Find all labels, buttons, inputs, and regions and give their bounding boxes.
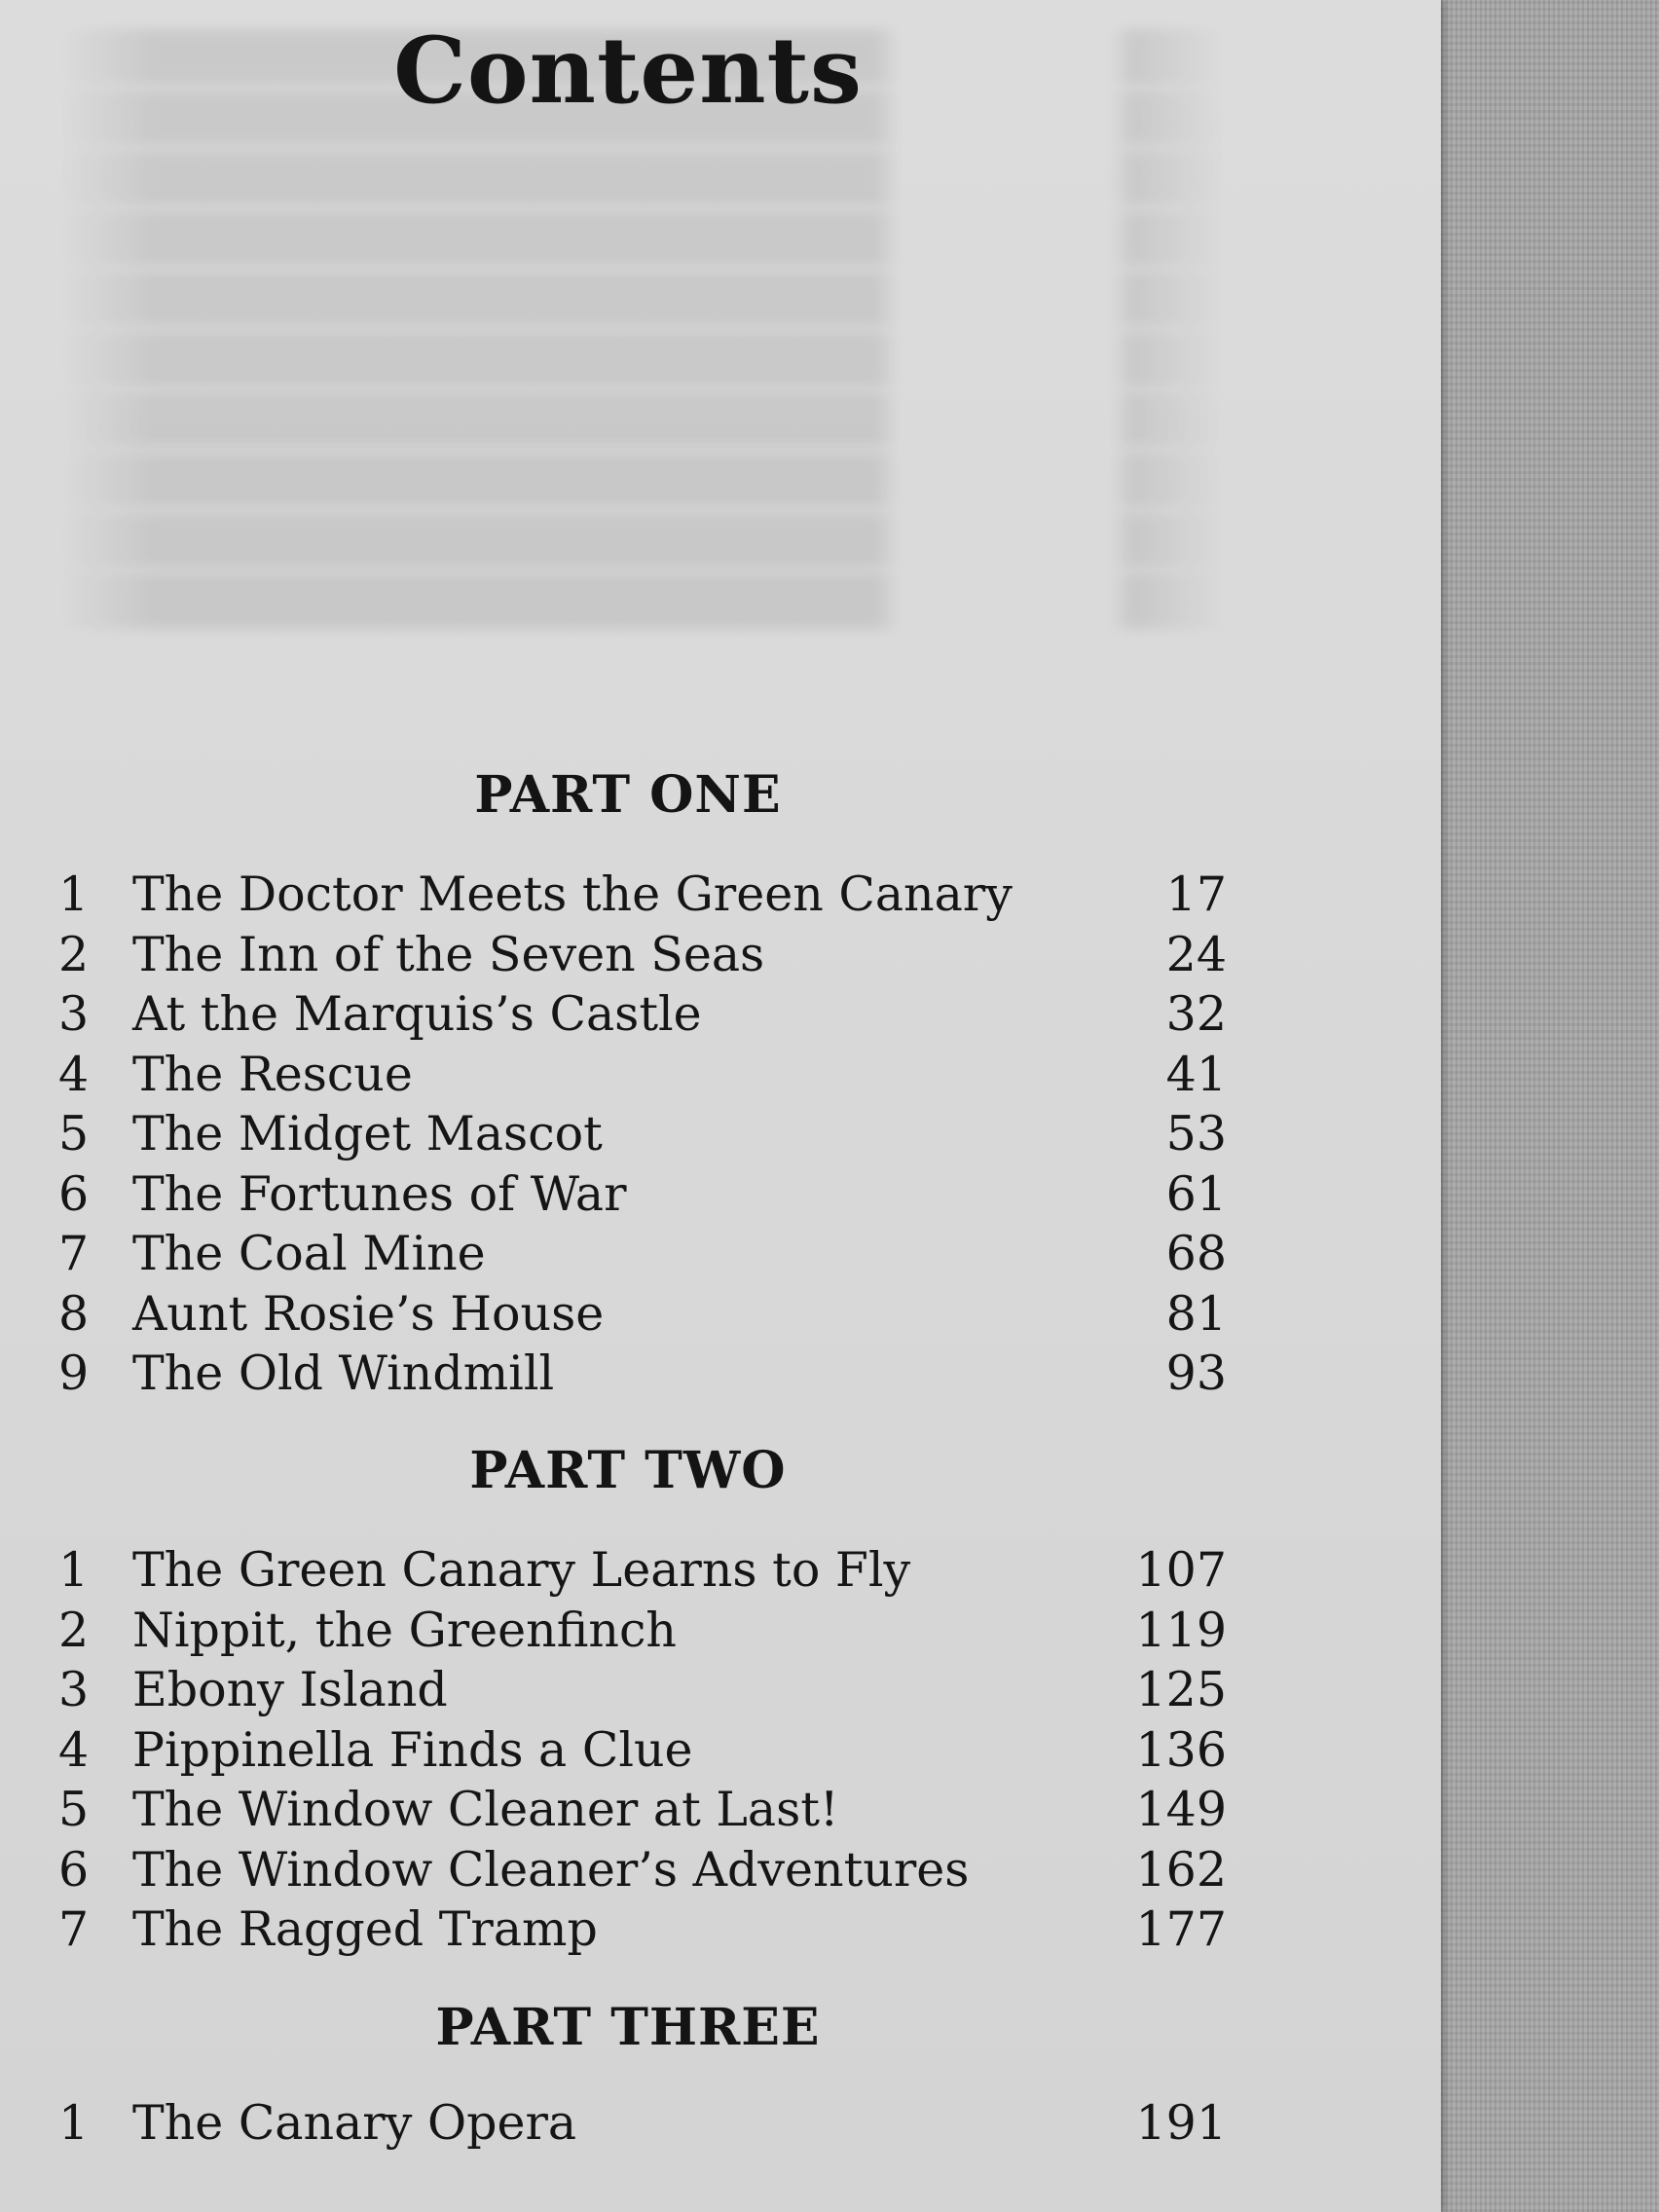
toc-entry[interactable] bbox=[58, 1782, 1227, 1842]
chapter-page: 41 bbox=[1165, 1046, 1227, 1102]
chapter-page: 125 bbox=[1135, 1662, 1227, 1717]
part-one-list bbox=[58, 866, 1227, 1406]
toc-entry[interactable] bbox=[58, 1603, 1227, 1663]
toc-entry[interactable] bbox=[58, 927, 1227, 987]
page-title: Contents bbox=[393, 18, 863, 125]
toc-entry[interactable] bbox=[58, 1166, 1227, 1227]
chapter-title: The Old Windmill bbox=[132, 1346, 555, 1401]
toc-entry[interactable] bbox=[58, 866, 1227, 927]
chapter-number: 7 bbox=[58, 1226, 90, 1281]
chapter-number: 1 bbox=[58, 866, 90, 922]
chapter-number: 4 bbox=[58, 1046, 90, 1102]
chapter-page: 177 bbox=[1135, 1901, 1227, 1957]
chapter-page: 53 bbox=[1165, 1106, 1227, 1161]
chapter-page: 17 bbox=[1165, 866, 1227, 922]
chapter-number: 9 bbox=[58, 1346, 90, 1401]
chapter-title: The Inn of the Seven Seas bbox=[132, 926, 765, 982]
chapter-title: The Window Cleaner at Last! bbox=[132, 1782, 839, 1837]
chapter-number: 2 bbox=[58, 926, 90, 982]
chapter-title: The Coal Mine bbox=[132, 1226, 486, 1281]
chapter-title: Aunt Rosie’s House bbox=[132, 1285, 605, 1342]
chapter-title: Pippinella Finds a Clue bbox=[132, 1721, 693, 1778]
chapter-page: 119 bbox=[1135, 1602, 1227, 1658]
chapter-title: The Canary Opera bbox=[132, 2095, 577, 2151]
chapter-page: 93 bbox=[1165, 1346, 1227, 1401]
part-three-heading: PART THREE bbox=[435, 1998, 821, 2057]
chapter-title: The Fortunes of War bbox=[132, 1165, 627, 1222]
chapter-title: The Rescue bbox=[132, 1046, 413, 1102]
toc-entry[interactable] bbox=[58, 1542, 1227, 1603]
part-two-heading: PART TWO bbox=[469, 1441, 787, 1500]
toc-entry[interactable] bbox=[58, 1226, 1227, 1286]
chapter-title: Nippit, the Greenfinch bbox=[132, 1602, 677, 1658]
toc-entry[interactable] bbox=[58, 1722, 1227, 1783]
toc-entry[interactable] bbox=[58, 986, 1227, 1047]
chapter-number: 1 bbox=[58, 1542, 90, 1598]
chapter-number: 8 bbox=[58, 1285, 90, 1342]
chapter-title: The Midget Mascot bbox=[132, 1106, 603, 1161]
chapter-title: Ebony Island bbox=[132, 1662, 448, 1717]
chapter-title: The Window Cleaner’s Adventures bbox=[132, 1841, 970, 1898]
part-three-list bbox=[58, 2095, 1227, 2156]
chapter-page: 162 bbox=[1135, 1841, 1227, 1898]
toc-entry[interactable] bbox=[58, 1901, 1227, 1962]
chapter-number: 6 bbox=[58, 1841, 90, 1898]
chapter-page: 136 bbox=[1135, 1721, 1227, 1778]
chapter-number: 5 bbox=[58, 1106, 90, 1161]
chapter-number: 4 bbox=[58, 1721, 90, 1778]
chapter-number: 7 bbox=[58, 1901, 90, 1957]
background-texture bbox=[1431, 0, 1659, 2212]
toc-entry[interactable] bbox=[58, 1286, 1227, 1346]
chapter-number: 3 bbox=[58, 1662, 90, 1717]
toc-entry[interactable] bbox=[58, 1047, 1227, 1107]
chapter-page: 61 bbox=[1165, 1165, 1227, 1222]
part-two-list bbox=[58, 1542, 1227, 1962]
chapter-page: 24 bbox=[1165, 926, 1227, 982]
chapter-title: At the Marquis’s Castle bbox=[132, 986, 702, 1042]
chapter-number: 1 bbox=[58, 2095, 90, 2151]
toc-entry[interactable] bbox=[58, 1346, 1227, 1406]
toc-entry[interactable] bbox=[58, 2095, 1227, 2156]
chapter-page: 68 bbox=[1165, 1226, 1227, 1281]
chapter-number: 6 bbox=[58, 1165, 90, 1222]
chapter-page: 191 bbox=[1135, 2095, 1227, 2151]
chapter-title: The Green Canary Learns to Fly bbox=[132, 1542, 911, 1598]
chapter-page: 81 bbox=[1165, 1285, 1227, 1342]
chapter-number: 3 bbox=[58, 986, 90, 1042]
chapter-page: 107 bbox=[1135, 1542, 1227, 1598]
toc-entry[interactable] bbox=[58, 1106, 1227, 1166]
chapter-page: 32 bbox=[1165, 986, 1227, 1042]
chapter-title: The Ragged Tramp bbox=[132, 1901, 598, 1957]
toc-entry[interactable] bbox=[58, 1662, 1227, 1722]
part-one-heading: PART ONE bbox=[474, 765, 782, 825]
chapter-page: 149 bbox=[1135, 1782, 1227, 1837]
chapter-number: 5 bbox=[58, 1782, 90, 1837]
toc-entry[interactable] bbox=[58, 1842, 1227, 1902]
chapter-number: 2 bbox=[58, 1602, 90, 1658]
chapter-title: The Doctor Meets the Green Canary bbox=[132, 866, 1013, 922]
